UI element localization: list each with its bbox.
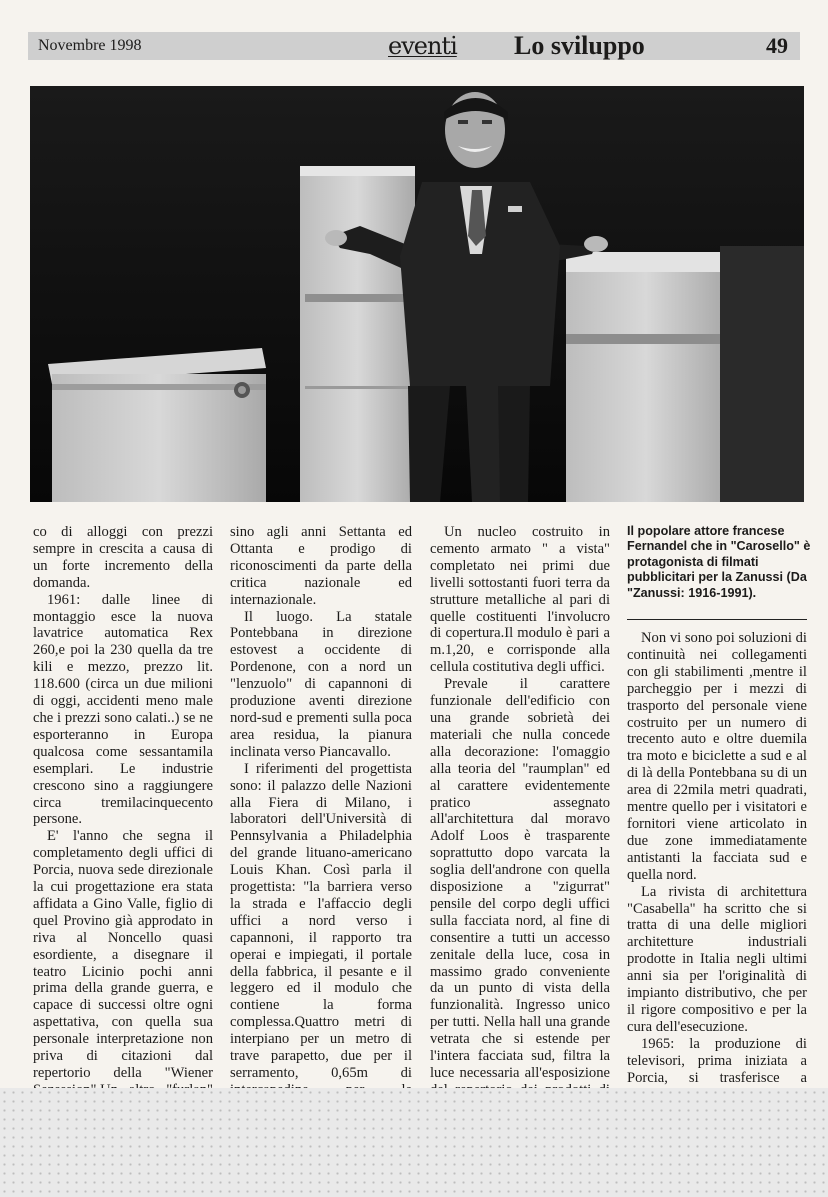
paragraph: 1965: la produzione di televisori, prima iniziata a Porcia, si trasferisce a <box>627 1035 807 1086</box>
article-column-1 <box>33 524 213 1090</box>
section-name: eventi <box>388 32 457 60</box>
paragraph: 1961: dalle linee di montaggio esce la nuova lavatrice automatica Rex 260,e poi la 230 quella da tre kili e mezzo, prezzo lit. 118.600 (circa un due milioni di oggi, accidenti meno male che i prezzi sono calati..) se ne esporteranno in Europa qualcosa come sessantamila esemplari. Le industrie crescono sino a raggiungere circa tremilacinquecento persone. <box>33 591 213 828</box>
paragraph: Un nucleo costruito in cemento armato " a vista" completato nei primi due livelli sottostanti fuori terra da strutture metalliche al pari di quelle costituenti l'involucro di copertura.Il modulo è pari a m.1,20, e corrisponde alla cellula costitutiva degli uffici. <box>430 524 610 676</box>
paragraph: Prevale il carattere funzionale dell'edificio con una grande sobrietà dei materiali che nulla concede alla decorazione: l'omaggio alla teoria del "raumplan" ed al carattere evidentemente pratico assegnato all'architettura dal moravo Adolf Loos è trasparente soprattutto dopo varcata la soglia dell'androne con quella disposizione a "zigurrat" pensile del corpo degli uffici sulla facciata nord, al fine di consentire a tutti un accesso zenitale della luce, cosa in massimo grado conveniente da un punto di vista della funzionalità. Ingresso unico per tutti. Nella hall una grande vetrata che si estende per l'intera facciata sud, filtra la luce necessaria all'esposizione <box>430 676 610 1081</box>
paragraph: La rivista di architettura "Casabella" ha scritto che si tratta di una delle migliori architetture industriali prodotte in Italia negli ultimi anni sia per l'originalità di impianto distributivo, che per il rigore compositivo e per la cura dell'esecuzione. <box>627 883 807 1035</box>
scan-bottom-band <box>0 1088 828 1197</box>
page-number: 49 <box>766 33 788 58</box>
paragraph: co di alloggi con prezzi sempre in crescita a causa di un forte incremento della domanda. <box>33 524 213 591</box>
paragraph: I riferimenti del progettista sono: il palazzo delle Nazioni alla Fiera di Milano, i laboratori dell'Università di Pennsylvania a Philadelphia del grande lituano-americano Louis Khan. Così parla il progettista: "la barriera verso la strada e l'affaccio degli uffici a nord verso i capannoni, il rapporto tra operai e impiegati, il portale della fabbrica, il pesante e il leggero ed il modulo che contiene la forma complessa.Quattro metri di interpiano per un metro di trave parapetto, due per il serramento, 0,65m di <box>230 760 412 1081</box>
paragraph: Il luogo. La statale Pontebbana in direzione estovest a occidente di Pordenone, con a nord un "lenzuolo" di capannoni di produzione aventi direzione nord-sud e prementi sulla poca area residua, la pianura inclinata verso Piancavallo. <box>230 608 412 760</box>
article-photo <box>30 86 804 502</box>
caption-divider <box>627 619 807 620</box>
article-column-4 <box>627 630 807 1086</box>
section-title: Lo sviluppo <box>514 31 645 60</box>
article-column-3 <box>430 524 610 1090</box>
paragraph: E' l'anno che segna il completamento degli uffici di Porcia, nuova sede direzionale la cui progettazione era stata affidata a Gino Valle, figlio di quel Provino già approdato in riva al Noncello quasi esordiente, a disegnare il teatro Licinio pochi anni prima della grande guerra, e capace di successi oltre ogni aspettativa, con quella sua personale interpretazione non priva di citazioni dal repertorio della "Wiener <box>33 828 213 1081</box>
issue-date: Novembre 1998 <box>38 37 142 54</box>
right-fridge <box>566 246 804 502</box>
article-column-2 <box>230 524 412 1090</box>
paragraph: sino agli anni Settanta ed Ottanta e prodigo di riconoscimenti da parte della critica nazionale ed internazionale. <box>230 524 412 608</box>
paragraph: Non vi sono poi soluzioni di continuità nei collegamenti con gli stabilimenti ,mentre il parcheggio per i mezzi di trasporto del personale viene costruito per un numero di trecento auto e oltre duemila tra moto e biciclette a sud e al di là della Pontebbana su di un area di 22mila metri quadrati, mentre quello per i visitatori e fornitori viene articolato in due zone immediatamente antistanti la facciata sud e quella nord. <box>627 630 807 883</box>
page-header <box>28 32 800 60</box>
photo-caption: Il popolare attore francese Fernandel che in "Carosello" è protagonista di filmati pubblicitari per la Zanussi (Da "Zanussi: 1916-1991). <box>627 524 811 600</box>
tall-fridge <box>300 166 415 502</box>
photo-illustration <box>30 86 804 502</box>
